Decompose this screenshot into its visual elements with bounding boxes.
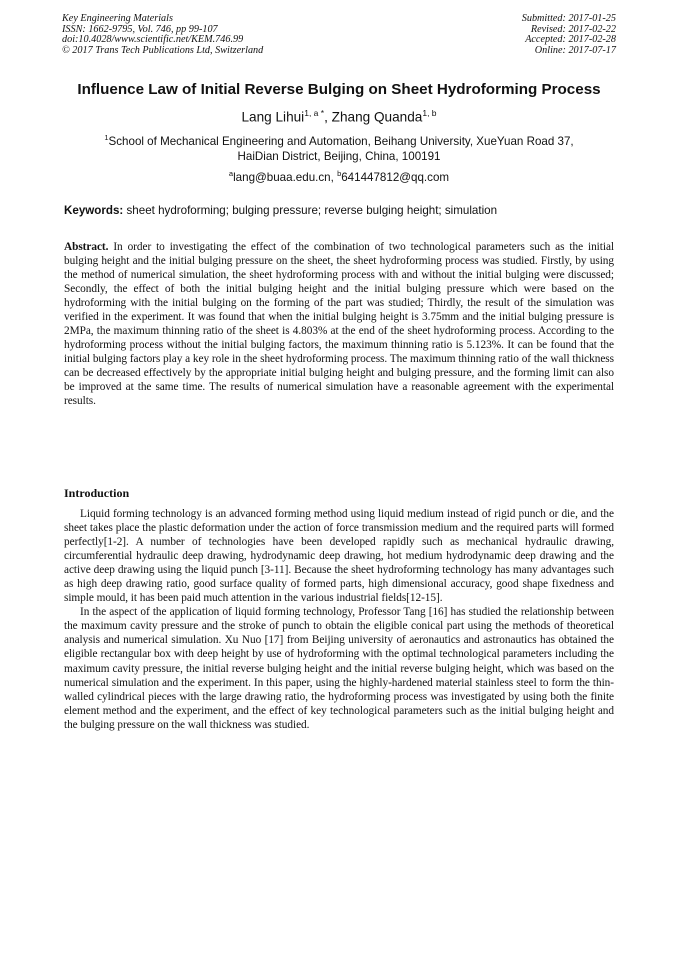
revised-date: Revised: 2017-02-22 — [530, 23, 616, 35]
abstract-text: In order to investigating the effect of the combination of two technological parameters such as the initial bulging height and the initial bulging pressure on the sheet, the sheet hydroforming process was studied. Firstly, by using the method of numerical simulation, the sheet hydroforming process with and without the initial bulging were discussed; Secondly, the effect of both the initial bulging height and the initial bulging pressure which were based on the hydroforming with the initial bulging on the forming of the part was studied; Thirdly, the result of the simulation was verified in the experiment. It was found that when the initial bulging height is 3.75mm and the initial bulging pressure is 2MPa, the maximum thinning ratio of the sheet is 4.803% at the end of the sheet hydroforming process. According to the hydroforming process without the initial bulging factors, the maximum thinning ratio is 5.123%. It can be found that the initial bulging factors play a key role in the sheet hydroforming process. The maximum thinning ratio of the wall thickness can be decreased effectively by the appropriate initial bulging height and bulging pressure, and the forming limit can also be improved at the same time. The results of numerical simulation have a reasonable agreement with the experimental results. — [64, 241, 614, 407]
affiliation-line-2: HaiDian District, Beijing, China, 100191 — [237, 150, 441, 164]
email-b-mark: b — [337, 169, 342, 178]
copyright-line: © 2017 Trans Tech Publications Ltd, Switzerland — [62, 44, 264, 56]
intro-paragraph-2: In the aspect of the application of liquid forming technology, Professor Tang [16] has studied the relationship between the maximum cavity pressure and the stroke of punch to obtain the eligible conical part using the methods of theoretical analysis and numerical simulation. Xu Nuo [17] from Beijing university of aeronautics and astronautics has obtained the eligible rectangular box with deep height by use of hydroforming with the optimal technological parameters including the maximum cavity pressure, the initial reverse bulging height and the initial reverse bulging height, which was based on the numerical simulation and the experiment. In this paper, using the highly-hardened material stainless steel to form the thin-walled cylindrical pieces with the large drawing ratio, the hydroforming process was investigated by using both the finite element method and the experiment, and the effect of key technological parameters such as the initial bulging height and the bulging pressure on the wall thickness was studied. — [64, 606, 614, 731]
email-line — [60, 166, 618, 185]
author-line — [30, 104, 648, 127]
author-separator: , — [324, 109, 332, 125]
email-a-mark: a — [228, 169, 234, 178]
email-separator: , — [330, 170, 338, 184]
online-date: Online: 2017-07-17 — [534, 44, 616, 56]
affiliation-mark: 1 — [104, 133, 109, 142]
introduction-body — [64, 507, 614, 732]
journal-header-right — [522, 14, 616, 56]
paper-title: Influence Law of Initial Reverse Bulging on Sheet Hydroforming Process — [77, 81, 601, 98]
intro-paragraph-1: Liquid forming technology is an advanced forming method using liquid medium instead of rigid punch or die, and the sheet takes place the plastic deformation under the action of force transmission medium and the required parts will formed perfectly[1-2]. A number of technologies have been developed rapidly such as mechanical hydraulic drawing, circumferential hydraulic deep drawing, hydrodynamic deep drawing, hot medium hydrodynamic deep drawing and the active deep drawing using the liquid punch [3-11]. Because the sheet hydroforming technology has many advantages such as high deep drawing ratio, good surface quality of formed parts, high dimensional accuracy, good shape fixedness and simple mould, it has been paid much attention in the various industrial fields[12-15]. — [64, 508, 614, 605]
keywords-label: Keywords: — [64, 204, 124, 217]
issn-line: ISSN: 1662-9795, Vol. 746, pp 99-107 — [62, 23, 218, 35]
doi-line: doi:10.4028/www.scientific.net/KEM.746.99 — [62, 34, 244, 46]
keywords-text: sheet hydroforming; bulging pressure; reverse bulging height; simulation — [123, 204, 498, 217]
author-1-marks: 1, a * — [304, 108, 325, 118]
email-a[interactable]: lang@buaa.edu.cn — [233, 170, 331, 184]
email-b[interactable]: 641447812@qq.com — [341, 170, 450, 184]
journal-header-left — [62, 14, 263, 56]
abstract-label: Abstract. — [64, 241, 109, 253]
submitted-date: Submitted: 2017-01-25 — [521, 13, 616, 24]
accepted-date: Accepted: 2017-02-28 — [525, 34, 616, 46]
introduction-heading: Introduction — [64, 486, 130, 500]
keywords — [64, 203, 616, 218]
affiliation-line-1 — [60, 130, 618, 149]
author-2: Zhang Quanda — [331, 109, 423, 125]
affiliation — [60, 130, 618, 165]
affiliation-text-1: School of Mechanical Engineering and Automation, Beihang University, XueYuan Road 37, — [108, 134, 574, 148]
author-1: Lang Lihui — [241, 109, 305, 125]
abstract — [64, 240, 614, 408]
author-2-marks: 1, b — [422, 108, 437, 118]
journal-name: Key Engineering Materials — [62, 13, 173, 24]
